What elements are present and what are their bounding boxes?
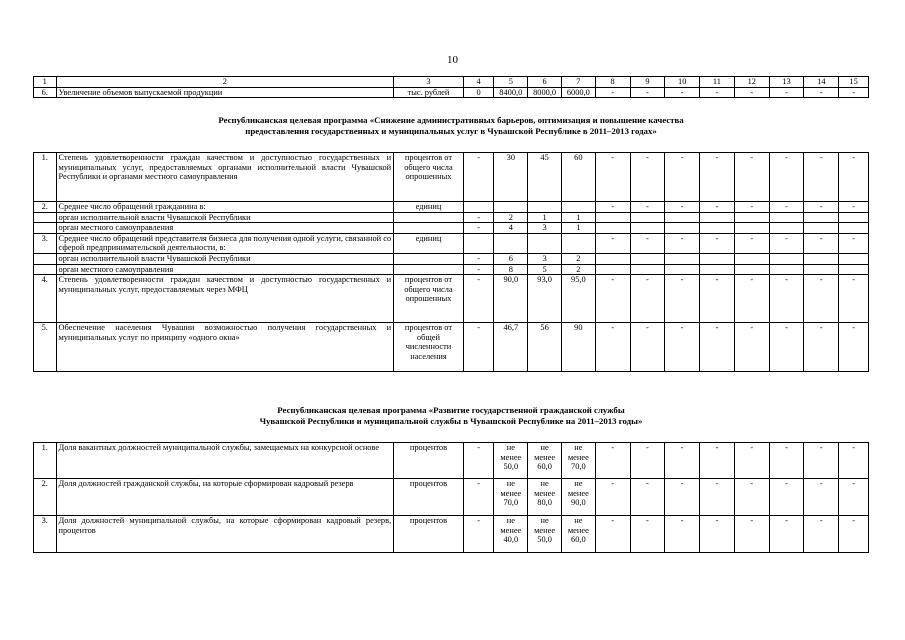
value-cell: - (769, 323, 804, 372)
value-cell: 1 (561, 223, 595, 234)
row-number: 5. (34, 323, 57, 372)
value-cell: - (769, 443, 804, 479)
value-cell: - (665, 323, 700, 372)
table-row (34, 323, 869, 372)
value-cell: - (734, 479, 769, 516)
value-cell: - (595, 202, 630, 213)
value-cell: - (804, 233, 839, 253)
value-cell: - (463, 253, 494, 264)
table-top (33, 76, 869, 98)
value-cell: - (595, 479, 630, 516)
empty-cell (394, 253, 464, 264)
column-number: 9 (630, 77, 665, 88)
value-cell: - (839, 323, 869, 372)
empty-cell (561, 233, 595, 253)
empty-cell (34, 212, 57, 223)
table-row (34, 87, 869, 98)
value-cell: 8000,0 (528, 87, 562, 98)
empty-cell (394, 264, 464, 275)
empty-cell (665, 223, 700, 234)
value-cell: - (839, 233, 869, 253)
value-cell: - (595, 323, 630, 372)
value-cell: - (700, 202, 735, 213)
value-cell: - (804, 323, 839, 372)
column-number: 4 (463, 77, 494, 88)
value-cell: - (595, 153, 630, 202)
value-cell: - (630, 443, 665, 479)
indicator-name: Доля должностей гражданской службы, на которые сформирован кадровый резерв (56, 479, 394, 516)
sub-indicator-name: орган местного самоуправления (56, 264, 394, 275)
column-number: 5 (494, 77, 528, 88)
empty-cell (630, 264, 665, 275)
value-cell: - (595, 516, 630, 553)
row-number: 3. (34, 516, 57, 553)
column-number: 1 (34, 77, 57, 88)
value-cell: - (463, 264, 494, 275)
empty-cell (595, 264, 630, 275)
value-cell: - (630, 233, 665, 253)
row-number: 1. (34, 153, 57, 202)
empty-cell (804, 253, 839, 264)
value-cell: - (734, 87, 769, 98)
indicator-name: Среднее число обращений гражданина в: (56, 202, 394, 213)
value-cell: не менее 80,0 (528, 479, 562, 516)
table-row (34, 223, 869, 234)
value-cell: - (769, 153, 804, 202)
value-cell: - (665, 233, 700, 253)
unit: единиц (394, 233, 464, 253)
column-number: 7 (561, 77, 595, 88)
empty-cell (528, 202, 562, 213)
value-cell: - (700, 323, 735, 372)
sub-indicator-name: орган местного самоуправления (56, 223, 394, 234)
value-cell: 8400,0 (494, 87, 528, 98)
value-cell: 1 (561, 212, 595, 223)
section-title-1: Республиканская целевая программа «Снижение административных барьеров, оптимизация и повышение качества предоставления государственных и муниципальных услуг в Чувашской Республике в 2011–2013 годах» (218, 115, 684, 136)
value-cell: - (630, 323, 665, 372)
value-cell: - (769, 87, 804, 98)
value-cell: - (463, 516, 494, 553)
unit: единиц (394, 202, 464, 213)
value-cell: - (839, 87, 869, 98)
value-cell: - (665, 479, 700, 516)
value-cell: - (804, 153, 839, 202)
column-number: 8 (595, 77, 630, 88)
unit: процентов от общего числа опрошенных (394, 275, 464, 323)
column-number: 10 (665, 77, 700, 88)
empty-cell (463, 202, 494, 213)
value-cell: - (463, 443, 494, 479)
value-cell: - (700, 443, 735, 479)
empty-cell (804, 212, 839, 223)
empty-cell (494, 202, 528, 213)
empty-cell (769, 212, 804, 223)
empty-cell (734, 223, 769, 234)
empty-cell (839, 212, 869, 223)
value-cell: - (700, 87, 735, 98)
table-row (34, 275, 869, 323)
table-section-1 (33, 152, 869, 372)
value-cell: - (463, 153, 494, 202)
empty-cell (700, 264, 735, 275)
value-cell: - (734, 202, 769, 213)
value-cell: - (665, 275, 700, 323)
empty-cell (494, 233, 528, 253)
column-number: 11 (700, 77, 735, 88)
value-cell: - (463, 323, 494, 372)
value-cell: - (839, 153, 869, 202)
empty-cell (700, 223, 735, 234)
value-cell: не менее 70,0 (561, 443, 595, 479)
empty-cell (595, 223, 630, 234)
empty-cell (630, 253, 665, 264)
value-cell: - (463, 223, 494, 234)
value-cell: - (804, 443, 839, 479)
empty-cell (34, 264, 57, 275)
value-cell: - (700, 479, 735, 516)
value-cell: - (734, 275, 769, 323)
table-row (34, 253, 869, 264)
table-row (34, 153, 869, 202)
table-row (34, 264, 869, 275)
empty-cell (769, 223, 804, 234)
value-cell: - (630, 202, 665, 213)
indicator-name: Степень удовлетворенности граждан качеством и доступностью государственных и муниципальных услуг, предоставляемых органами исполнительной власти Чувашской Республики и органами местного самоуправления (56, 153, 394, 202)
unit: процентов от общей численности населения (394, 323, 464, 372)
row-number: 6. (34, 87, 57, 98)
empty-cell (665, 264, 700, 275)
value-cell: - (595, 87, 630, 98)
column-number: 12 (734, 77, 769, 88)
value-cell: не менее 50,0 (494, 443, 528, 479)
value-cell: - (630, 87, 665, 98)
value-cell: 46,7 (494, 323, 528, 372)
empty-cell (804, 223, 839, 234)
empty-cell (665, 253, 700, 264)
row-number: 4. (34, 275, 57, 323)
value-cell: - (734, 323, 769, 372)
indicator-name: Степень удовлетворенности граждан качеством и доступностью государственных и муниципальных услуг, предоставляемых через МФЦ (56, 275, 394, 323)
value-cell: 6000,0 (561, 87, 595, 98)
value-cell: 3 (528, 253, 562, 264)
column-number: 15 (839, 77, 869, 88)
value-cell: 2 (561, 253, 595, 264)
value-cell: - (630, 479, 665, 516)
indicator-name: Обеспечение населения Чувашии возможностью получения государственных и муниципальных услуг по принципу «одного окна» (56, 323, 394, 372)
value-cell: 95,0 (561, 275, 595, 323)
empty-cell (528, 233, 562, 253)
value-cell: - (463, 212, 494, 223)
value-cell: - (839, 479, 869, 516)
table-section-2 (33, 442, 869, 553)
empty-cell (804, 264, 839, 275)
value-cell: - (734, 443, 769, 479)
sub-indicator-name: орган исполнительной власти Чувашской Республики (56, 212, 394, 223)
value-cell: 90,0 (494, 275, 528, 323)
value-cell: - (769, 275, 804, 323)
value-cell: 56 (528, 323, 562, 372)
value-cell: 30 (494, 153, 528, 202)
value-cell: - (734, 153, 769, 202)
value-cell: - (804, 479, 839, 516)
row-number: 2. (34, 479, 57, 516)
value-cell: - (463, 275, 494, 323)
indicator-name: Доля вакантных должностей муниципальной службы, замещаемых на конкурсной основе (56, 443, 394, 479)
page-number: 10 (447, 54, 458, 66)
table-row (34, 516, 869, 553)
value-cell: - (665, 516, 700, 553)
value-cell: - (734, 233, 769, 253)
column-number: 3 (394, 77, 464, 88)
column-number: 6 (528, 77, 562, 88)
value-cell: - (839, 202, 869, 213)
value-cell: 90 (561, 323, 595, 372)
section-title-2: Республиканская целевая программа «Развитие государственной гражданской службы Чувашской Республики и муниципальной службы в Чувашской Республике на 2011–2013 годы» (259, 405, 643, 426)
empty-cell (769, 264, 804, 275)
value-cell: - (804, 202, 839, 213)
value-cell: - (700, 516, 735, 553)
value-cell: 8 (494, 264, 528, 275)
value-cell: - (700, 153, 735, 202)
column-number: 2 (56, 77, 394, 88)
column-number: 14 (804, 77, 839, 88)
empty-cell (394, 223, 464, 234)
empty-cell (734, 264, 769, 275)
unit: процентов (394, 479, 464, 516)
value-cell: - (665, 153, 700, 202)
value-cell: 5 (528, 264, 562, 275)
value-cell: - (630, 516, 665, 553)
value-cell: - (769, 516, 804, 553)
value-cell: - (595, 275, 630, 323)
empty-cell (394, 212, 464, 223)
value-cell: не менее 90,0 (561, 479, 595, 516)
value-cell: - (769, 202, 804, 213)
empty-cell (463, 233, 494, 253)
indicator-name: Увеличение объемов выпускаемой продукции (56, 87, 394, 98)
table-row (34, 212, 869, 223)
value-cell: - (804, 275, 839, 323)
value-cell: - (839, 275, 869, 323)
unit: процентов (394, 516, 464, 553)
value-cell: - (839, 443, 869, 479)
empty-cell (561, 202, 595, 213)
value-cell: - (804, 516, 839, 553)
value-cell: не менее 60,0 (561, 516, 595, 553)
table-row (34, 202, 869, 213)
value-cell: - (595, 443, 630, 479)
value-cell: - (734, 516, 769, 553)
value-cell: - (700, 233, 735, 253)
unit: процентов (394, 443, 464, 479)
value-cell: - (700, 275, 735, 323)
empty-cell (630, 212, 665, 223)
empty-cell (769, 253, 804, 264)
value-cell: 1 (528, 212, 562, 223)
value-cell: - (769, 479, 804, 516)
empty-cell (630, 223, 665, 234)
empty-cell (34, 253, 57, 264)
value-cell: - (463, 479, 494, 516)
table-row (34, 443, 869, 479)
value-cell: 2 (494, 212, 528, 223)
value-cell: не менее 70,0 (494, 479, 528, 516)
header-row (34, 77, 869, 88)
sub-indicator-name: орган исполнительной власти Чувашской Республики (56, 253, 394, 264)
value-cell: - (630, 153, 665, 202)
value-cell: не менее 50,0 (528, 516, 562, 553)
value-cell: не менее 40,0 (494, 516, 528, 553)
table-row (34, 233, 869, 253)
value-cell: - (665, 443, 700, 479)
unit: тыс. рублей (394, 87, 464, 98)
table-row (34, 479, 869, 516)
value-cell: - (595, 233, 630, 253)
column-number: 13 (769, 77, 804, 88)
value-cell: 60 (561, 153, 595, 202)
row-number: 1. (34, 443, 57, 479)
empty-cell (839, 253, 869, 264)
value-cell: 45 (528, 153, 562, 202)
value-cell: 4 (494, 223, 528, 234)
empty-cell (734, 212, 769, 223)
empty-cell (665, 212, 700, 223)
value-cell: не менее 60,0 (528, 443, 562, 479)
empty-cell (595, 253, 630, 264)
unit: процентов от общего числа опрошенных (394, 153, 464, 202)
value-cell: 2 (561, 264, 595, 275)
value-cell: 3 (528, 223, 562, 234)
row-number: 3. (34, 233, 57, 253)
empty-cell (734, 253, 769, 264)
row-number: 2. (34, 202, 57, 213)
indicator-name: Доля должностей муниципальной службы, на которые сформирован кадровый резерв, процентов (56, 516, 394, 553)
value-cell: 0 (463, 87, 494, 98)
indicator-name: Среднее число обращений представителя бизнеса для получения одной услуги, связанной со сферой предпринимательской деятельности, в: (56, 233, 394, 253)
value-cell: - (630, 275, 665, 323)
empty-cell (34, 223, 57, 234)
empty-cell (700, 212, 735, 223)
value-cell: - (665, 202, 700, 213)
value-cell: - (665, 87, 700, 98)
value-cell: 6 (494, 253, 528, 264)
empty-cell (839, 223, 869, 234)
value-cell: - (769, 233, 804, 253)
value-cell: - (804, 87, 839, 98)
empty-cell (839, 264, 869, 275)
value-cell: 93,0 (528, 275, 562, 323)
empty-cell (700, 253, 735, 264)
value-cell: - (839, 516, 869, 553)
empty-cell (595, 212, 630, 223)
